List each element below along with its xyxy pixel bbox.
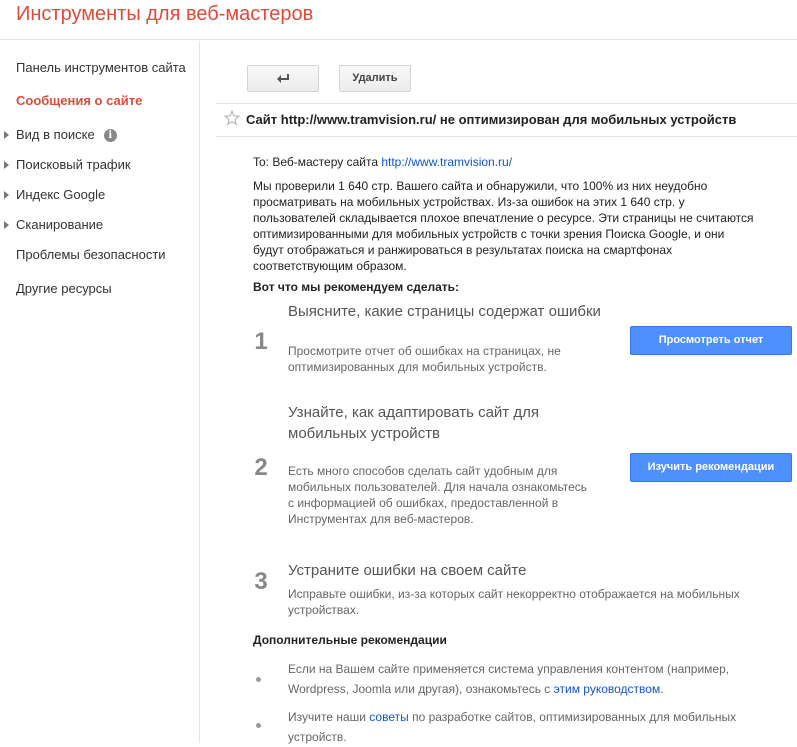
rec-text-part: Wordpress, Joomla или другая), ознакомьтесь с [288,682,554,696]
rec-line [288,707,793,727]
sidebar-item-label: Вид в поиске [16,127,95,142]
guide-link[interactable]: этим руководством [553,682,661,696]
additional-item-tips [288,707,793,747]
message-subject: Сайт http://www.tramvision.ru/ не оптимизирован для мобильных устройств [246,112,737,127]
sidebar-item-search-appearance[interactable] [16,127,117,142]
sidebar-item-security-issues[interactable] [16,247,166,262]
message-intro [253,178,797,274]
sidebar-item-dashboard[interactable] [16,60,186,75]
star-outline-icon[interactable] [224,110,240,126]
intro-line: соответствующим образом. [253,259,407,273]
back-arrow-icon [276,73,290,84]
triangle-right-icon [4,161,9,169]
sidebar-item-messages[interactable] [16,93,142,108]
back-button[interactable] [247,65,319,92]
intro-line: просматривать на мобильных устройствах. Из-за ошибок на этих 1 640 стр. у [253,195,685,209]
message-recipient [253,154,512,170]
intro-line: будут отображаться и ранжироваться в результатах поиска на смартфонах [253,243,673,257]
triangle-right-icon [4,221,9,229]
step-title-line: Узнайте, как адаптировать сайт для [288,404,539,421]
app-title [0,0,797,40]
step-title-line: мобильных устройств [288,425,441,442]
step-desc-line: оптимизированных для мобильных устройств. [288,360,547,374]
step-number: 1 [254,328,268,355]
step-desc-line: Исправьте ошибки, из-за которых сайт некорректно отображается на мобильных [288,587,740,601]
recommend-heading: Вот что мы рекомендуем сделать: [253,280,460,294]
rec-text-part: по разработке сайтов, оптимизированных для мобильных [408,710,737,724]
step-number: 2 [254,454,268,481]
sidebar-item-label: Индекс Google [16,187,106,202]
site-link[interactable]: http://www.tramvision.ru/ [381,155,513,169]
bullet-icon [256,723,261,728]
step-desc-line: Инструментах для веб-мастеров. [288,512,474,526]
step-title [288,560,526,581]
sidebar-item-label: Поисковый трафик [16,157,131,172]
intro-line: оптимизированными для мобильных устройств с точки зрения Поиска Google, и они [253,227,725,241]
additional-heading: Дополнительные рекомендации [253,633,447,647]
step-title [288,402,539,444]
step-desc-line: с информацией об ошибках, предоставленной в [288,496,559,510]
rec-line: Если на Вашем сайте применяется система управления контентом (например, [288,662,730,676]
triangle-right-icon [4,191,9,199]
sidebar-item-label: Проблемы безопасности [16,247,166,262]
sidebar-item-label: Панель инструментов сайта [16,60,186,75]
bullet-icon [256,677,261,682]
sidebar-item-label: Сканирование [16,217,104,232]
sidebar-item-label: Сообщения о сайте [16,93,143,108]
step-desc-line: Просмотрите отчет об ошибках на страницах, не [288,344,561,358]
step-desc-line: мобильных пользователей. Для начала ознакомьтесь [288,480,588,494]
rec-line: устройств. [288,730,347,744]
rec-text-part: . [660,682,664,696]
step-title-line: Устраните ошибки на своем сайте [288,562,527,579]
view-report-button[interactable]: Просмотреть отчет [630,326,792,355]
delete-button[interactable]: Удалить [339,65,411,92]
step-desc-line: Есть много способов сделать сайт удобным для [288,464,558,478]
sidebar-item-google-index[interactable] [16,187,105,202]
step-description [288,463,587,527]
message-header [216,103,797,137]
rec-text-part: Изучите наши [288,710,370,724]
triangle-right-icon [4,131,9,139]
step-number: 3 [254,568,268,595]
step-desc-line: устройствах. [288,603,360,617]
step-description [288,586,793,618]
additional-item-cms [288,659,793,699]
intro-line: пользователей складывается плохое впечатление о ресурсе. Эти страницы не считаются [253,211,754,225]
app-title-text: Инструменты для веб-мастеров [16,3,314,25]
step-description [288,343,561,375]
sidebar-item-crawl[interactable] [16,217,103,232]
recipient-prefix: To: Веб-мастеру сайта [253,155,382,169]
sidebar [0,41,200,743]
sidebar-item-label: Другие ресурсы [16,281,112,296]
info-icon[interactable]: i [104,129,117,142]
sidebar-item-search-traffic[interactable] [16,157,131,172]
tips-link[interactable]: советы [369,710,409,724]
study-recommendations-button[interactable]: Изучить рекомендации [630,453,792,482]
intro-line: Мы проверили 1 640 стр. Вашего сайта и обнаружили, что 100% из них неудобно [253,179,708,193]
step-title [288,301,601,322]
sidebar-item-other-resources[interactable] [16,281,112,296]
step-title-line: Выясните, какие страницы содержат ошибки [288,303,601,320]
rec-line [288,679,793,699]
